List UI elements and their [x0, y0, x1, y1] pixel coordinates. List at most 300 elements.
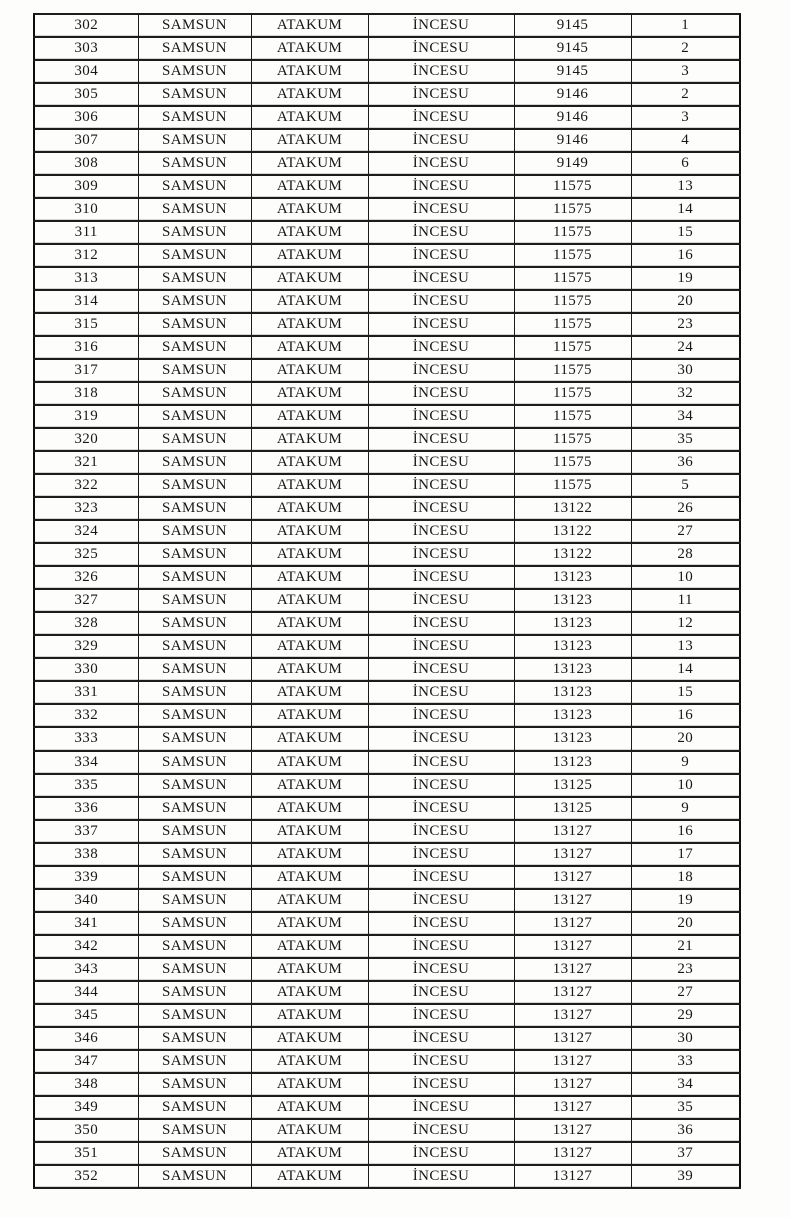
table-cell: 307 [34, 129, 138, 152]
table-cell: 14 [631, 198, 740, 221]
table-cell: SAMSUN [138, 1050, 251, 1073]
table-cell: SAMSUN [138, 129, 251, 152]
table-row [34, 774, 740, 797]
table-cell: SAMSUN [138, 497, 251, 520]
table-cell: SAMSUN [138, 1119, 251, 1142]
table-cell: 13123 [514, 681, 631, 704]
table-cell: ATAKUM [251, 336, 368, 359]
table-cell: 13127 [514, 889, 631, 912]
table-cell: İNCESU [368, 244, 514, 267]
table-cell: 13123 [514, 612, 631, 635]
table-cell: SAMSUN [138, 106, 251, 129]
table-cell: 13127 [514, 935, 631, 958]
table-row [34, 14, 740, 37]
table-cell: ATAKUM [251, 774, 368, 797]
table-cell: 9 [631, 751, 740, 774]
table-cell: SAMSUN [138, 336, 251, 359]
table-row [34, 1096, 740, 1119]
table-row [34, 1119, 740, 1142]
table-cell: SAMSUN [138, 1027, 251, 1050]
table-cell: SAMSUN [138, 681, 251, 704]
table-cell: ATAKUM [251, 635, 368, 658]
table-cell: ATAKUM [251, 543, 368, 566]
table-cell: 11575 [514, 267, 631, 290]
table-cell: SAMSUN [138, 658, 251, 681]
table-cell: SAMSUN [138, 958, 251, 981]
table-cell: SAMSUN [138, 451, 251, 474]
table-cell: 347 [34, 1050, 138, 1073]
table-cell: ATAKUM [251, 820, 368, 843]
table-cell: 9 [631, 797, 740, 820]
table-cell: SAMSUN [138, 14, 251, 37]
table-cell: SAMSUN [138, 1142, 251, 1165]
table-cell: İNCESU [368, 1119, 514, 1142]
table-cell: SAMSUN [138, 359, 251, 382]
table-cell: SAMSUN [138, 83, 251, 106]
table-row [34, 60, 740, 83]
table-cell: 343 [34, 958, 138, 981]
table-cell: 16 [631, 244, 740, 267]
table-cell: 9146 [514, 106, 631, 129]
table-cell: 310 [34, 198, 138, 221]
table-row [34, 313, 740, 336]
table-row [34, 727, 740, 750]
table-cell: ATAKUM [251, 129, 368, 152]
table-cell: İNCESU [368, 1073, 514, 1096]
table-cell: 35 [631, 428, 740, 451]
table-row [34, 83, 740, 106]
table-row [34, 635, 740, 658]
table-cell: ATAKUM [251, 981, 368, 1004]
table-cell: ATAKUM [251, 704, 368, 727]
table-cell: SAMSUN [138, 820, 251, 843]
table-cell: 13123 [514, 566, 631, 589]
table-cell: SAMSUN [138, 751, 251, 774]
table-cell: 326 [34, 566, 138, 589]
table-cell: 13123 [514, 589, 631, 612]
table-cell: 24 [631, 336, 740, 359]
table-row [34, 704, 740, 727]
table-cell: 2 [631, 37, 740, 60]
table-cell: İNCESU [368, 37, 514, 60]
table-cell: 336 [34, 797, 138, 820]
table-cell: 13127 [514, 981, 631, 1004]
table-cell: 15 [631, 681, 740, 704]
table-cell: İNCESU [368, 175, 514, 198]
table-cell: 348 [34, 1073, 138, 1096]
table-cell: ATAKUM [251, 497, 368, 520]
table-cell: 13122 [514, 543, 631, 566]
table-row [34, 267, 740, 290]
table-cell: İNCESU [368, 474, 514, 497]
table-cell: İNCESU [368, 704, 514, 727]
table-row [34, 1073, 740, 1096]
table-row [34, 106, 740, 129]
table-cell: SAMSUN [138, 290, 251, 313]
table-cell: 27 [631, 981, 740, 1004]
table-cell: 306 [34, 106, 138, 129]
table-cell: SAMSUN [138, 866, 251, 889]
table-cell: 13127 [514, 958, 631, 981]
table-cell: 26 [631, 497, 740, 520]
table-cell: 11575 [514, 359, 631, 382]
table-cell: İNCESU [368, 221, 514, 244]
table-cell: 13122 [514, 497, 631, 520]
table-row [34, 889, 740, 912]
table-cell: 13123 [514, 727, 631, 750]
table-cell: SAMSUN [138, 843, 251, 866]
table-cell: 312 [34, 244, 138, 267]
table-cell: 11575 [514, 451, 631, 474]
table-cell: ATAKUM [251, 405, 368, 428]
table-cell: ATAKUM [251, 106, 368, 129]
table-cell: 11575 [514, 382, 631, 405]
table-cell: 321 [34, 451, 138, 474]
table-cell: ATAKUM [251, 958, 368, 981]
table-row [34, 981, 740, 1004]
table-cell: İNCESU [368, 843, 514, 866]
table-cell: İNCESU [368, 83, 514, 106]
table-cell: 11575 [514, 405, 631, 428]
table-cell: İNCESU [368, 106, 514, 129]
table-row [34, 37, 740, 60]
table-cell: 332 [34, 704, 138, 727]
table-cell: 304 [34, 60, 138, 83]
table-row [34, 566, 740, 589]
table-row [34, 497, 740, 520]
table-cell: 13123 [514, 751, 631, 774]
table-cell: İNCESU [368, 313, 514, 336]
table-cell: İNCESU [368, 1050, 514, 1073]
table-cell: 11575 [514, 198, 631, 221]
table-cell: İNCESU [368, 267, 514, 290]
table-cell: 29 [631, 1004, 740, 1027]
table-cell: SAMSUN [138, 474, 251, 497]
table-cell: ATAKUM [251, 1050, 368, 1073]
table-cell: 16 [631, 704, 740, 727]
table-cell: İNCESU [368, 1165, 514, 1188]
table-cell: ATAKUM [251, 589, 368, 612]
table-cell: SAMSUN [138, 774, 251, 797]
table-cell: İNCESU [368, 290, 514, 313]
table-cell: 309 [34, 175, 138, 198]
table-cell: ATAKUM [251, 1165, 368, 1188]
table-cell: 313 [34, 267, 138, 290]
table-cell: 327 [34, 589, 138, 612]
table-cell: ATAKUM [251, 1119, 368, 1142]
table-cell: ATAKUM [251, 290, 368, 313]
table-cell: İNCESU [368, 405, 514, 428]
table-cell: 9145 [514, 14, 631, 37]
table-cell: SAMSUN [138, 704, 251, 727]
table-cell: 20 [631, 290, 740, 313]
table-cell: 19 [631, 889, 740, 912]
table-cell: 13127 [514, 843, 631, 866]
table-cell: SAMSUN [138, 152, 251, 175]
table-cell: İNCESU [368, 866, 514, 889]
table-cell: 13 [631, 175, 740, 198]
table-cell: 350 [34, 1119, 138, 1142]
table-cell: SAMSUN [138, 912, 251, 935]
table-cell: SAMSUN [138, 1096, 251, 1119]
table-row [34, 175, 740, 198]
table-row [34, 958, 740, 981]
table-cell: İNCESU [368, 60, 514, 83]
table-cell: SAMSUN [138, 589, 251, 612]
table-cell: 11575 [514, 428, 631, 451]
table-row [34, 244, 740, 267]
table-cell: 18 [631, 866, 740, 889]
table-cell: ATAKUM [251, 221, 368, 244]
table-cell: 346 [34, 1027, 138, 1050]
table-row [34, 658, 740, 681]
table-cell: 30 [631, 359, 740, 382]
table-cell: SAMSUN [138, 221, 251, 244]
table-cell: ATAKUM [251, 60, 368, 83]
table-cell: 6 [631, 152, 740, 175]
table-cell: 20 [631, 727, 740, 750]
table-row [34, 336, 740, 359]
table-row [34, 405, 740, 428]
table-cell: 316 [34, 336, 138, 359]
table-cell: 11575 [514, 474, 631, 497]
table-cell: ATAKUM [251, 152, 368, 175]
table-cell: ATAKUM [251, 359, 368, 382]
table-cell: ATAKUM [251, 313, 368, 336]
table-cell: 338 [34, 843, 138, 866]
table-cell: ATAKUM [251, 520, 368, 543]
table-cell: İNCESU [368, 912, 514, 935]
table-cell: 11575 [514, 221, 631, 244]
table-cell: ATAKUM [251, 681, 368, 704]
table-cell: 323 [34, 497, 138, 520]
table-cell: İNCESU [368, 981, 514, 1004]
table-cell: 23 [631, 958, 740, 981]
table-cell: İNCESU [368, 451, 514, 474]
table-cell: ATAKUM [251, 727, 368, 750]
table-cell: İNCESU [368, 635, 514, 658]
table-row [34, 221, 740, 244]
table-cell: 9146 [514, 83, 631, 106]
table-cell: 334 [34, 751, 138, 774]
table-cell: ATAKUM [251, 658, 368, 681]
table-cell: ATAKUM [251, 244, 368, 267]
table-cell: 19 [631, 267, 740, 290]
table-cell: SAMSUN [138, 175, 251, 198]
table-row [34, 382, 740, 405]
table-cell: İNCESU [368, 129, 514, 152]
table-cell: 345 [34, 1004, 138, 1027]
table-cell: SAMSUN [138, 1073, 251, 1096]
table-cell: SAMSUN [138, 797, 251, 820]
table-cell: 3 [631, 106, 740, 129]
table-cell: ATAKUM [251, 382, 368, 405]
table-cell: İNCESU [368, 1004, 514, 1027]
table-cell: 32 [631, 382, 740, 405]
table-cell: 322 [34, 474, 138, 497]
table-cell: 33 [631, 1050, 740, 1073]
table-row [34, 198, 740, 221]
table-cell: SAMSUN [138, 635, 251, 658]
table-cell: 303 [34, 37, 138, 60]
table-row [34, 797, 740, 820]
table-cell: SAMSUN [138, 566, 251, 589]
table-cell: ATAKUM [251, 1027, 368, 1050]
table-cell: SAMSUN [138, 612, 251, 635]
table-cell: İNCESU [368, 382, 514, 405]
table-cell: ATAKUM [251, 1096, 368, 1119]
table-cell: 4 [631, 129, 740, 152]
table-cell: İNCESU [368, 681, 514, 704]
table-cell: 10 [631, 774, 740, 797]
table-cell: 305 [34, 83, 138, 106]
table-cell: İNCESU [368, 797, 514, 820]
table-cell: ATAKUM [251, 428, 368, 451]
table-cell: ATAKUM [251, 912, 368, 935]
table-cell: 9146 [514, 129, 631, 152]
table-cell: İNCESU [368, 958, 514, 981]
table-cell: 15 [631, 221, 740, 244]
table-cell: 13127 [514, 1096, 631, 1119]
table-cell: SAMSUN [138, 520, 251, 543]
table-cell: 37 [631, 1142, 740, 1165]
table-cell: 28 [631, 543, 740, 566]
table-row [34, 820, 740, 843]
table-cell: 315 [34, 313, 138, 336]
table-cell: 9145 [514, 60, 631, 83]
table-cell: SAMSUN [138, 382, 251, 405]
table-cell: 13123 [514, 658, 631, 681]
table-cell: ATAKUM [251, 612, 368, 635]
table-cell: İNCESU [368, 152, 514, 175]
table-cell: 34 [631, 405, 740, 428]
table-cell: 329 [34, 635, 138, 658]
table-cell: 324 [34, 520, 138, 543]
table-row [34, 152, 740, 175]
table-cell: ATAKUM [251, 83, 368, 106]
table-cell: 34 [631, 1073, 740, 1096]
table-cell: 35 [631, 1096, 740, 1119]
table-row [34, 681, 740, 704]
table-cell: 319 [34, 405, 138, 428]
table-row [34, 751, 740, 774]
table-cell: İNCESU [368, 1027, 514, 1050]
table-cell: SAMSUN [138, 428, 251, 451]
table-cell: İNCESU [368, 820, 514, 843]
table-cell: 340 [34, 889, 138, 912]
table-cell: İNCESU [368, 198, 514, 221]
table-cell: SAMSUN [138, 543, 251, 566]
table-cell: ATAKUM [251, 843, 368, 866]
table-cell: 317 [34, 359, 138, 382]
table-cell: SAMSUN [138, 198, 251, 221]
table-row [34, 543, 740, 566]
table-cell: İNCESU [368, 428, 514, 451]
table-cell: ATAKUM [251, 1142, 368, 1165]
table-row [34, 1027, 740, 1050]
table-cell: İNCESU [368, 336, 514, 359]
table-cell: 13125 [514, 797, 631, 820]
table-cell: 13123 [514, 635, 631, 658]
table-row [34, 612, 740, 635]
table-cell: ATAKUM [251, 935, 368, 958]
table-cell: 5 [631, 474, 740, 497]
table-cell: 11575 [514, 290, 631, 313]
table-cell: 13127 [514, 1119, 631, 1142]
table-cell: İNCESU [368, 727, 514, 750]
table-cell: ATAKUM [251, 797, 368, 820]
table-cell: 333 [34, 727, 138, 750]
table-cell: SAMSUN [138, 889, 251, 912]
table-cell: 11575 [514, 336, 631, 359]
table-cell: 335 [34, 774, 138, 797]
table-cell: ATAKUM [251, 14, 368, 37]
table-cell: 13127 [514, 1004, 631, 1027]
table-cell: İNCESU [368, 889, 514, 912]
table-cell: 314 [34, 290, 138, 313]
table-row [34, 1050, 740, 1073]
table-cell: 14 [631, 658, 740, 681]
table-cell: İNCESU [368, 1096, 514, 1119]
table-cell: İNCESU [368, 1142, 514, 1165]
table-cell: 39 [631, 1165, 740, 1188]
table-row [34, 129, 740, 152]
table-row [34, 428, 740, 451]
table-cell: 352 [34, 1165, 138, 1188]
table-cell: 9145 [514, 37, 631, 60]
table-cell: İNCESU [368, 658, 514, 681]
table-cell: SAMSUN [138, 267, 251, 290]
table-cell: SAMSUN [138, 37, 251, 60]
table-row [34, 451, 740, 474]
table-cell: 23 [631, 313, 740, 336]
table-cell: 325 [34, 543, 138, 566]
table-cell: 330 [34, 658, 138, 681]
table-cell: ATAKUM [251, 37, 368, 60]
table-cell: 36 [631, 451, 740, 474]
data-table [33, 13, 741, 1189]
table-row [34, 935, 740, 958]
table-cell: İNCESU [368, 935, 514, 958]
table-cell: SAMSUN [138, 244, 251, 267]
table-cell: 13127 [514, 866, 631, 889]
table-cell: 311 [34, 221, 138, 244]
table-cell: 11575 [514, 175, 631, 198]
table-cell: 13127 [514, 1165, 631, 1188]
table-cell: 337 [34, 820, 138, 843]
table-cell: 3 [631, 60, 740, 83]
table-cell: 17 [631, 843, 740, 866]
table-cell: ATAKUM [251, 751, 368, 774]
table-cell: SAMSUN [138, 60, 251, 83]
table-cell: 13127 [514, 1050, 631, 1073]
table-cell: 11575 [514, 244, 631, 267]
table-row [34, 866, 740, 889]
table-cell: 13122 [514, 520, 631, 543]
table-cell: İNCESU [368, 543, 514, 566]
table-cell: 20 [631, 912, 740, 935]
table-cell: İNCESU [368, 589, 514, 612]
table-body [34, 14, 740, 1188]
table-cell: 302 [34, 14, 138, 37]
table-cell: 320 [34, 428, 138, 451]
table-cell: 308 [34, 152, 138, 175]
table-cell: İNCESU [368, 751, 514, 774]
table-cell: İNCESU [368, 14, 514, 37]
table-cell: SAMSUN [138, 727, 251, 750]
table-row [34, 290, 740, 313]
table-cell: 16 [631, 820, 740, 843]
